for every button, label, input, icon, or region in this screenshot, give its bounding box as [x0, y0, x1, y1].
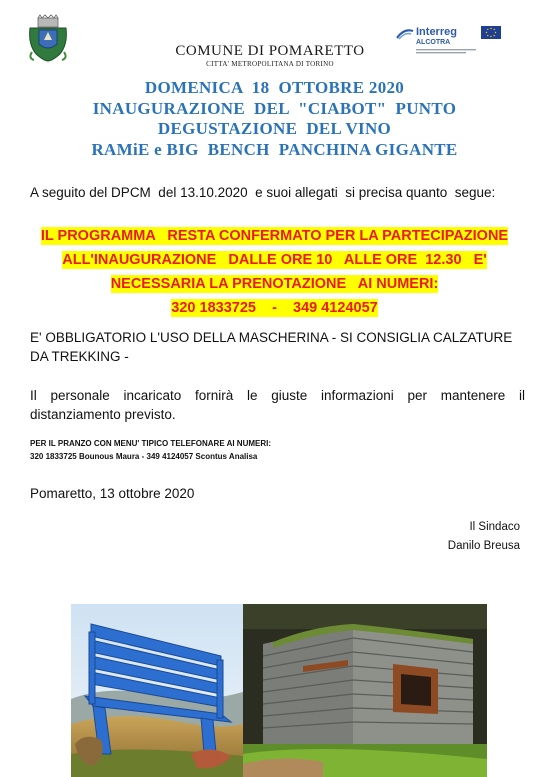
interreg-swoosh-icon [396, 28, 414, 40]
interreg-logo [396, 26, 516, 62]
logo-fine-print [416, 48, 486, 56]
notice-line-1: IL PROGRAMMA RESTA CONFERMATO PER LA PARTECIPAZIONE [40, 228, 509, 244]
mask-requirement: E' OBBLIGATORIO L'USO DELLA MASCHERINA - SI CONSIGLIA CALZATURE DA TREKKING - [30, 330, 513, 364]
intro-text: A seguito del DPCM del 13.10.2020 e suoi allegati si precisa quanto segue: [30, 185, 496, 200]
ciabot-image [243, 604, 487, 777]
comune-name: COMUNE DI POMARETTO [175, 43, 365, 59]
booking-phone-numbers: 320 1833725 - 349 4124057 [171, 300, 378, 316]
notice-line-3: NECESSARIA LA PRENOTAZIONE AI NUMERI: [110, 276, 439, 292]
interreg-name: Interreg [416, 26, 457, 38]
notice-line-2: ALL'INAUGURAZIONE DALLE ORE 10 ALLE ORE 12.30 E' [62, 252, 487, 268]
alcotra-name: ALCOTRA [416, 39, 451, 46]
signature-block [380, 518, 520, 556]
signer-name: Danilo Breusa [447, 540, 520, 552]
title-line-3: DEGUSTAZIONE DEL VINO [157, 119, 392, 138]
lunch-heading: PER IL PRANZO CON MENU' TIPICO TELEFONARE AI NUMERI: [30, 439, 272, 448]
lunch-contacts: 320 1833725 Bounous Maura - 349 4124057 Scontus Analisa [30, 452, 258, 461]
citta-metropolitana: CITTA' METROPOLITANA DI TORINO [206, 60, 334, 68]
title-date: DOMENICA 18 OTTOBRE 2020 [144, 78, 405, 97]
document-date: Pomaretto, 13 ottobre 2020 [30, 486, 195, 501]
big-bench-image [71, 604, 243, 777]
signer-role: Il Sindaco [469, 521, 520, 533]
big-bench-photo [71, 604, 243, 777]
event-title [0, 78, 549, 160]
staff-note: Il personale incaricato fornirà le giuste informazioni per mantenere il distanziamento previsto. [30, 388, 525, 422]
coat-of-arms-icon [26, 14, 70, 62]
title-line-4: RAMiE e BIG BENCH PANCHINA GIGANTE [91, 139, 458, 159]
ciabot-photo [243, 604, 487, 777]
title-line-2: INAUGURAZIONE DEL "CIABOT" PUNTO [92, 98, 457, 118]
letterhead [0, 0, 549, 80]
lunch-booking [30, 437, 525, 463]
eu-flag-icon [481, 26, 501, 39]
program-notice [22, 224, 527, 320]
